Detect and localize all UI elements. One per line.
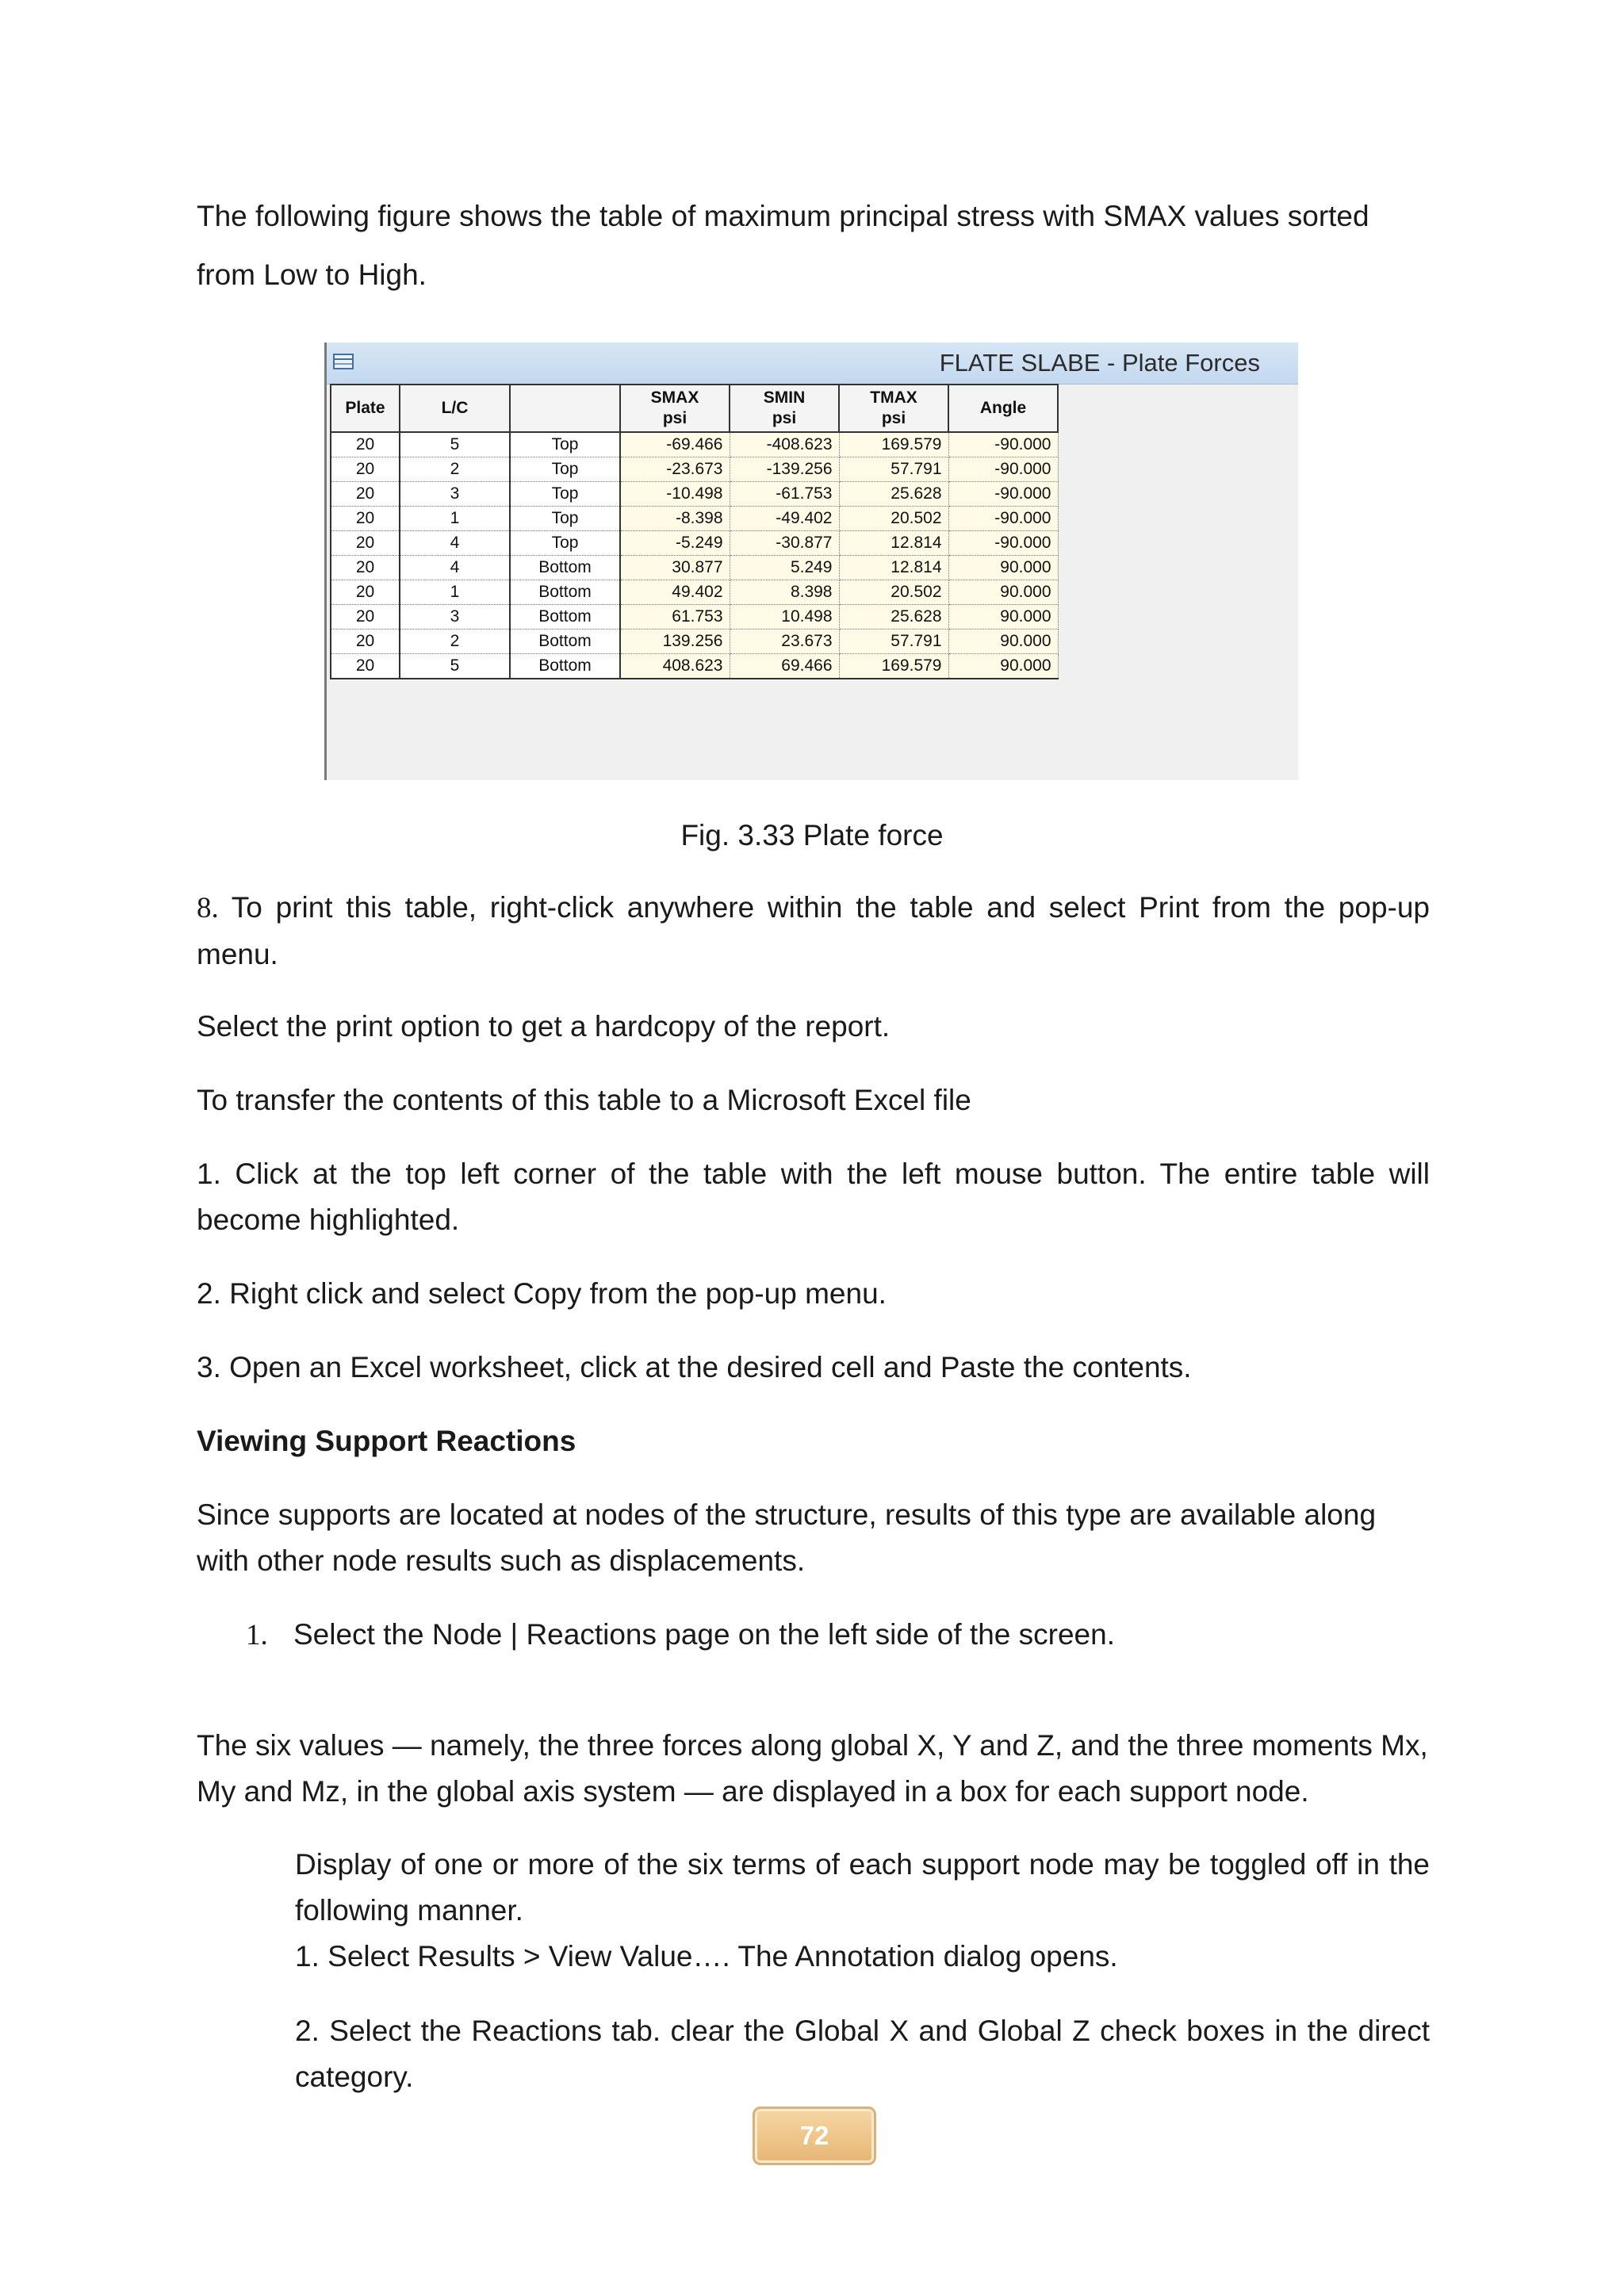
cell-lc[interactable]: 2: [400, 629, 510, 654]
six-values-paragraph: The six values — namely, the three forces along global X, Y and Z, and the three moments Mx, My and Mz, in the global axis system — are displayed in a box for each support node.: [197, 1729, 1428, 1808]
header-smin-label: SMIN: [763, 388, 806, 407]
cell-smax[interactable]: 408.623: [620, 654, 730, 679]
cell-angle[interactable]: 90.000: [948, 654, 1058, 679]
cell-angle[interactable]: 90.000: [948, 629, 1058, 654]
page-number-badge: 72: [753, 2107, 876, 2165]
header-smin[interactable]: [730, 385, 839, 432]
cell-smax[interactable]: 61.753: [620, 605, 730, 629]
cell-plate[interactable]: 20: [331, 605, 400, 629]
figure-caption: Fig. 3.33 Plate force: [680, 819, 944, 851]
cell-angle[interactable]: -90.000: [948, 482, 1058, 507]
cell-lc[interactable]: 5: [400, 432, 510, 457]
cell-lc[interactable]: 1: [400, 580, 510, 605]
header-smax-label: SMAX: [650, 388, 699, 407]
cell-face[interactable]: Bottom: [510, 629, 620, 654]
cell-smin[interactable]: 10.498: [730, 605, 839, 629]
cell-smax[interactable]: 139.256: [620, 629, 730, 654]
cell-face[interactable]: Bottom: [510, 556, 620, 580]
header-lc[interactable]: L/C: [400, 385, 510, 432]
cell-tmax[interactable]: 169.579: [839, 654, 948, 679]
cell-face[interactable]: Top: [510, 482, 620, 507]
header-plate[interactable]: Plate: [331, 385, 400, 432]
header-smax-unit: psi: [662, 409, 688, 427]
header-tmax-label: TMAX: [870, 388, 917, 407]
cell-tmax[interactable]: 169.579: [839, 432, 948, 457]
cell-plate[interactable]: 20: [331, 482, 400, 507]
cell-lc[interactable]: 5: [400, 654, 510, 679]
cell-lc[interactable]: 1: [400, 507, 510, 531]
header-smax[interactable]: [620, 385, 730, 432]
table-row[interactable]: [331, 580, 1058, 605]
window-titlebar: [327, 342, 1298, 385]
table-row[interactable]: [331, 654, 1058, 679]
cell-face[interactable]: Top: [510, 531, 620, 556]
header-face[interactable]: [510, 385, 620, 432]
step-8-number: 8.: [197, 892, 219, 924]
cell-face[interactable]: Top: [510, 507, 620, 531]
cell-lc[interactable]: 4: [400, 556, 510, 580]
cell-smax[interactable]: -10.498: [620, 482, 730, 507]
substep-2: 2. Select the Reactions tab. clear the Global X and Global Z check boxes in the direct category.: [295, 2015, 1430, 2093]
cell-smin[interactable]: -139.256: [730, 457, 839, 482]
cell-smin[interactable]: 23.673: [730, 629, 839, 654]
cell-tmax[interactable]: 25.628: [839, 482, 948, 507]
cell-lc[interactable]: 3: [400, 482, 510, 507]
table-row[interactable]: [331, 556, 1058, 580]
cell-angle[interactable]: -90.000: [948, 507, 1058, 531]
transfer-step-1: 1. Click at the top left corner of the table with the left mouse button. The entire table will become highlighted.: [197, 1158, 1430, 1236]
cell-face[interactable]: Bottom: [510, 654, 620, 679]
display-paragraph: Display of one or more of the six terms of each support node may be toggled off in the following manner.: [295, 1848, 1430, 1927]
cell-smin[interactable]: 5.249: [730, 556, 839, 580]
cell-plate[interactable]: 20: [331, 654, 400, 679]
cell-tmax[interactable]: 20.502: [839, 580, 948, 605]
header-tmax-unit: psi: [881, 409, 906, 427]
table-row[interactable]: [331, 629, 1058, 654]
cell-smin[interactable]: -408.623: [730, 432, 839, 457]
header-angle[interactable]: Angle: [948, 385, 1058, 432]
step-8-paragraph: [197, 885, 1430, 978]
cell-smin[interactable]: -49.402: [730, 507, 839, 531]
cell-smax[interactable]: -5.249: [620, 531, 730, 556]
cell-plate[interactable]: 20: [331, 531, 400, 556]
cell-smin[interactable]: 8.398: [730, 580, 839, 605]
cell-tmax[interactable]: 57.791: [839, 457, 948, 482]
table-grid-icon: [333, 354, 354, 369]
cell-plate[interactable]: 20: [331, 432, 400, 457]
cell-angle[interactable]: -90.000: [948, 531, 1058, 556]
window-title: FLATE SLABE - Plate Forces: [939, 349, 1260, 377]
cell-tmax[interactable]: 12.814: [839, 531, 948, 556]
cell-smax[interactable]: -69.466: [620, 432, 730, 457]
cell-face[interactable]: Bottom: [510, 580, 620, 605]
cell-face[interactable]: Bottom: [510, 605, 620, 629]
cell-plate[interactable]: 20: [331, 580, 400, 605]
transfer-step-3: 3. Open an Excel worksheet, click at the desired cell and Paste the contents.: [197, 1351, 1192, 1383]
cell-plate[interactable]: 20: [331, 556, 400, 580]
cell-smin[interactable]: 69.466: [730, 654, 839, 679]
cell-angle[interactable]: 90.000: [948, 556, 1058, 580]
cell-smin[interactable]: -61.753: [730, 482, 839, 507]
cell-smax[interactable]: -23.673: [620, 457, 730, 482]
cell-angle[interactable]: -90.000: [948, 432, 1058, 457]
cell-angle[interactable]: -90.000: [948, 457, 1058, 482]
intro-line-2: from Low to High.: [197, 258, 427, 291]
print-paragraph: Select the print option to get a hardcopy of the report.: [197, 1010, 891, 1043]
cell-lc[interactable]: 2: [400, 457, 510, 482]
table-row[interactable]: [331, 457, 1058, 482]
cell-tmax[interactable]: 12.814: [839, 556, 948, 580]
cell-plate[interactable]: 20: [331, 457, 400, 482]
plate-forces-window: [324, 342, 1298, 780]
cell-smin[interactable]: -30.877: [730, 531, 839, 556]
header-smin-unit: psi: [772, 409, 797, 427]
cell-tmax[interactable]: 57.791: [839, 629, 948, 654]
reactions-list-item: [246, 1612, 1356, 1659]
table-header-row: [331, 385, 1058, 432]
cell-angle[interactable]: 90.000: [948, 580, 1058, 605]
table-row[interactable]: [331, 432, 1058, 457]
cell-smax[interactable]: 30.877: [620, 556, 730, 580]
cell-tmax[interactable]: 20.502: [839, 507, 948, 531]
reactions-list-text: Select the Node | Reactions page on the left side of the screen.: [293, 1618, 1115, 1651]
cell-lc[interactable]: 4: [400, 531, 510, 556]
plate-forces-table[interactable]: [330, 384, 1059, 679]
cell-face[interactable]: Top: [510, 432, 620, 457]
cell-smax[interactable]: 49.402: [620, 580, 730, 605]
cell-lc[interactable]: 3: [400, 605, 510, 629]
header-tmax[interactable]: [839, 385, 948, 432]
transfer-paragraph: To transfer the contents of this table to a Microsoft Excel file: [197, 1084, 971, 1116]
cell-smax[interactable]: -8.398: [620, 507, 730, 531]
plate-forces-grid: [330, 384, 1059, 679]
substep-1: 1. Select Results > View Value…. The Annotation dialog opens.: [295, 1940, 1118, 1973]
step-8-text: To print this table, right-click anywhere within the table and select Print from the pop-up menu.: [197, 891, 1430, 970]
table-row[interactable]: [331, 605, 1058, 629]
cell-angle[interactable]: 90.000: [948, 605, 1058, 629]
transfer-step-2: 2. Right click and select Copy from the pop-up menu.: [197, 1277, 887, 1310]
table-row[interactable]: [331, 507, 1058, 531]
reactions-list-number: 1.: [246, 1619, 268, 1651]
table-row[interactable]: [331, 531, 1058, 556]
intro-line-1: The following figure shows the table of maximum principal stress with SMAX values sorted: [197, 200, 1369, 232]
cell-face[interactable]: Top: [510, 457, 620, 482]
supports-paragraph: Since supports are located at nodes of the structure, results of this type are available along with other node results such as displacements.: [197, 1498, 1377, 1577]
section-heading: Viewing Support Reactions: [197, 1425, 576, 1457]
table-body: [331, 432, 1058, 679]
table-row[interactable]: [331, 482, 1058, 507]
cell-plate[interactable]: 20: [331, 629, 400, 654]
cell-plate[interactable]: 20: [331, 507, 400, 531]
cell-tmax[interactable]: 25.628: [839, 605, 948, 629]
